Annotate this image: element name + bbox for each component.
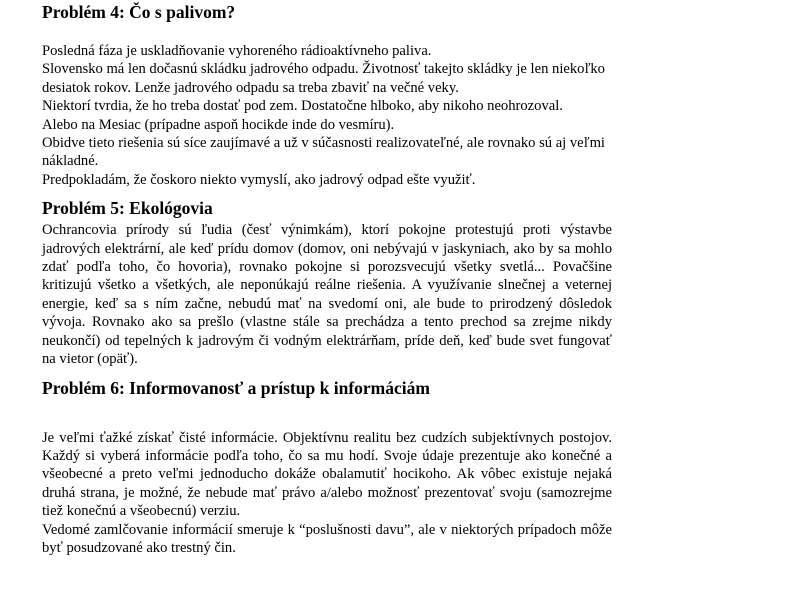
- problem-6-paragraph: Je veľmi ťažké získať čisté informácie. Objektívnu realitu bez cudzích subjektívnych postojov. Každý si vyberá informácie podľa toho, čo sa mu hodí. Svoje údaje prezentuje ako konečné a všeobecné a preto veľmi jednoducho dokáže obalamutiť hocikoho. Ak vôbec existuje nejaká druhá strana, je možné, že nebude mať právo a/alebo možnosť prezentovať svoju (samozrejme tiež konečnú a všeobecnú) verziu.: [42, 429, 612, 520]
- problem-4-paragraph: Slovensko má len dočasnú skládku jadrového odpadu. Životnosť takejto skládky je len niekoľko desiatok rokov. Lenže jadrového odpadu sa treba zbaviť na večné veky.: [42, 61, 605, 96]
- problem-4-paragraph: Posledná fáza je uskladňovanie vyhoreného rádioaktívneho paliva.: [42, 43, 432, 59]
- problem-4-paragraph: Alebo na Mesiac (prípadne aspoň hocikde inde do vesmíru).: [42, 116, 395, 133]
- problem-4-paragraph: Predpokladám, že čoskoro niekto vymyslí, ako jadrový odpad ešte využiť.: [42, 171, 476, 188]
- problem-4-heading: Problém 4: Čo s palivom?: [42, 2, 236, 22]
- problem-6-heading: Problém 6: Informovanosť a prístup k informáciám: [42, 377, 430, 398]
- problem-5-heading: Problém 5: Ekológovia: [42, 198, 213, 219]
- problem-6-paragraph: Vedomé zamlčovanie informácií smeruje k “poslušnosti davu”, ale v niektorých prípadoch môže byť posudzované ako trestný čin.: [42, 521, 612, 556]
- problem-4-body: [42, 42, 612, 189]
- document-page: [42, 0, 612, 557]
- problem-5-paragraph: Ochrancovia prírody sú ľudia (česť výnimkám), ktorí pokojne protestujú proti výstavbe jadrových elektrární, ale keď prídu domov (domov, oni nebývajú v jaskyniach, ako by sa mohlo zdať podľa toho, čo hovoria), rovnako pokojne si porozsvecujú všetky svetlá... Povačšine kritizujú všetko a všetkých, ale neponúkajú reálne riešenia. A využívanie slnečnej a veternej energie, keď sa s ním začne, nebudú mať na svedomí oni, ale bude to prirodzený dôsledok vývoja. Rovnako ako sa prešlo (vlastne stále sa prechádza a tento prechod sa zrejme nikdy neukončí) od tepelných k jadrovým či vodným elektrárňam, príde deň, keď bude svet fungovať na vietor (opäť).: [42, 222, 612, 368]
- problem-5-body: [42, 221, 612, 368]
- problem-4-paragraph: Niektorí tvrdia, že ho treba dostať pod zem. Dostatočne hlboko, aby nikoho neohrozoval.: [42, 98, 563, 115]
- problem-4-paragraph: Obidve tieto riešenia sú síce zaujímavé a už v súčasnosti realizovateľné, ale rovnako sú aj veľmi nákladné.: [42, 135, 605, 170]
- problem-6-body: [42, 429, 612, 558]
